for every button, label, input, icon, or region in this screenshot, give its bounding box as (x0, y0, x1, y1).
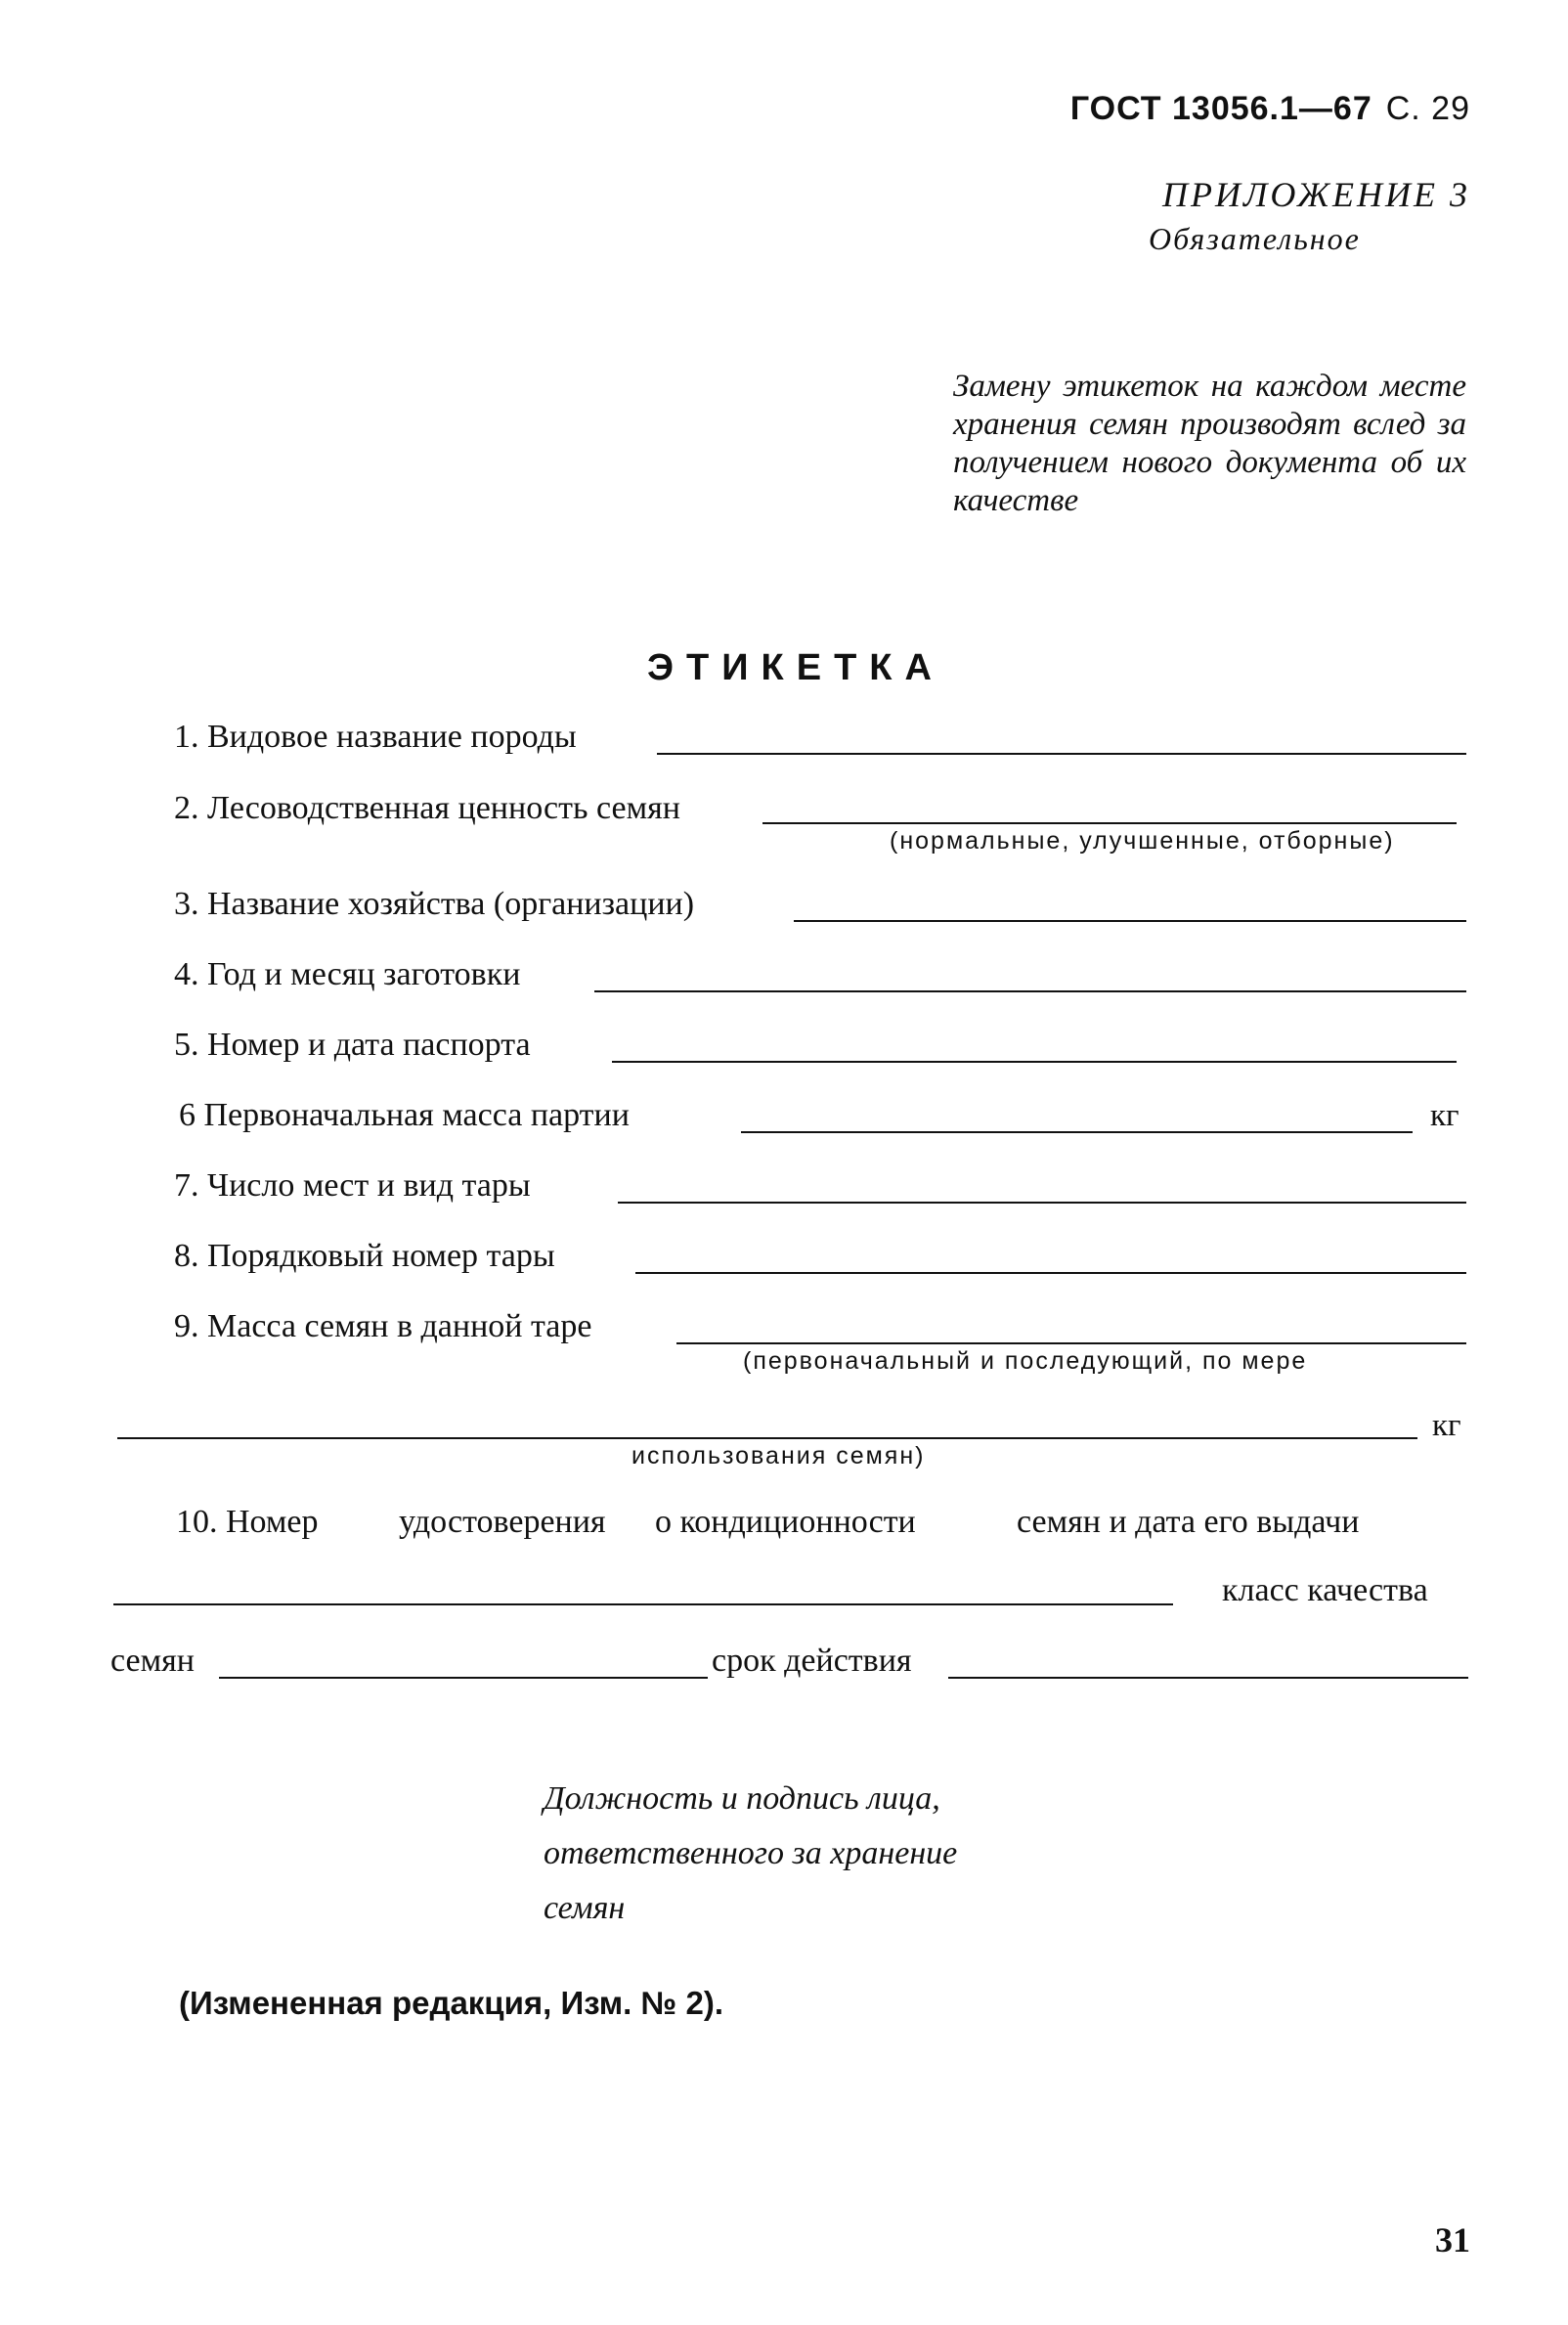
field-10-line-3[interactable] (948, 1677, 1468, 1679)
field-4-label: 4. Год и месяц заготовки (174, 956, 521, 992)
field-10-seeds-label: семян (110, 1643, 195, 1679)
field-9-hint-continued: использования семян) (632, 1442, 926, 1470)
signature-line-3: семян (544, 1890, 626, 1926)
field-8-line[interactable] (635, 1272, 1466, 1274)
field-9-unit: кг (1432, 1408, 1461, 1443)
field-7-line[interactable] (618, 1202, 1466, 1204)
field-10-text-b: о кондиционности (655, 1504, 916, 1540)
field-6-unit: кг (1430, 1098, 1459, 1133)
field-6-label: 6 Первоначальная масса партии (179, 1097, 630, 1133)
field-2-label: 2. Лесоводственная ценность семян (174, 790, 680, 826)
field-10-term-label: срок действия (712, 1643, 912, 1679)
field-10-number: 10. Номер (176, 1504, 319, 1540)
field-2-line[interactable] (762, 822, 1457, 824)
field-9-line-continued[interactable] (117, 1437, 1417, 1439)
replacement-note: Замену этикеток на каждом месте хранения семян производят вслед за получением нового документа об их качестве (953, 369, 1466, 518)
field-7-label: 7. Число мест и вид тары (174, 1167, 531, 1204)
field-4-line[interactable] (594, 990, 1466, 992)
field-8-label: 8. Порядковый номер тары (174, 1238, 555, 1274)
field-3-label: 3. Название хозяйства (организации) (174, 886, 695, 922)
field-10-class-label: класс качества (1222, 1572, 1428, 1608)
page-number: 31 (1435, 2220, 1470, 2259)
field-9-label: 9. Масса семян в данной таре (174, 1308, 592, 1344)
label-title: ЭТИКЕТКА (647, 647, 944, 688)
field-10-text-a: удостоверения (399, 1504, 606, 1540)
field-1-label: 1. Видовое название породы (174, 719, 577, 755)
signature-line-1: Должность и подпись лица, (544, 1780, 940, 1817)
field-5-label: 5. Номер и дата паспорта (174, 1027, 531, 1063)
field-3-line[interactable] (794, 920, 1466, 922)
appendix-status: Обязательное (1149, 221, 1361, 256)
field-6-line[interactable] (741, 1131, 1413, 1133)
field-5-line[interactable] (612, 1061, 1457, 1063)
header-page: С. 29 (1385, 90, 1470, 127)
field-10-line-1[interactable] (113, 1603, 1173, 1605)
field-10-line-2[interactable] (219, 1677, 708, 1679)
field-1-line[interactable] (657, 753, 1466, 755)
field-9-hint: (первоначальный и последующий, по мере (743, 1347, 1308, 1375)
standard-code: ГОСТ 13056.1—67 (1069, 90, 1372, 127)
appendix-title: ПРИЛОЖЕНИЕ 3 (1162, 175, 1470, 214)
field-9-line[interactable] (676, 1342, 1466, 1344)
field-10-text-c: семян и дата его выдачи (1017, 1504, 1360, 1540)
page-header (1070, 90, 1470, 128)
amendment-note: (Измененная редакция, Изм. № 2). (179, 1985, 723, 2021)
field-2-hint: (нормальные, улучшенные, отборные) (890, 827, 1395, 855)
signature-line-2: ответственного за хранение (544, 1835, 958, 1871)
